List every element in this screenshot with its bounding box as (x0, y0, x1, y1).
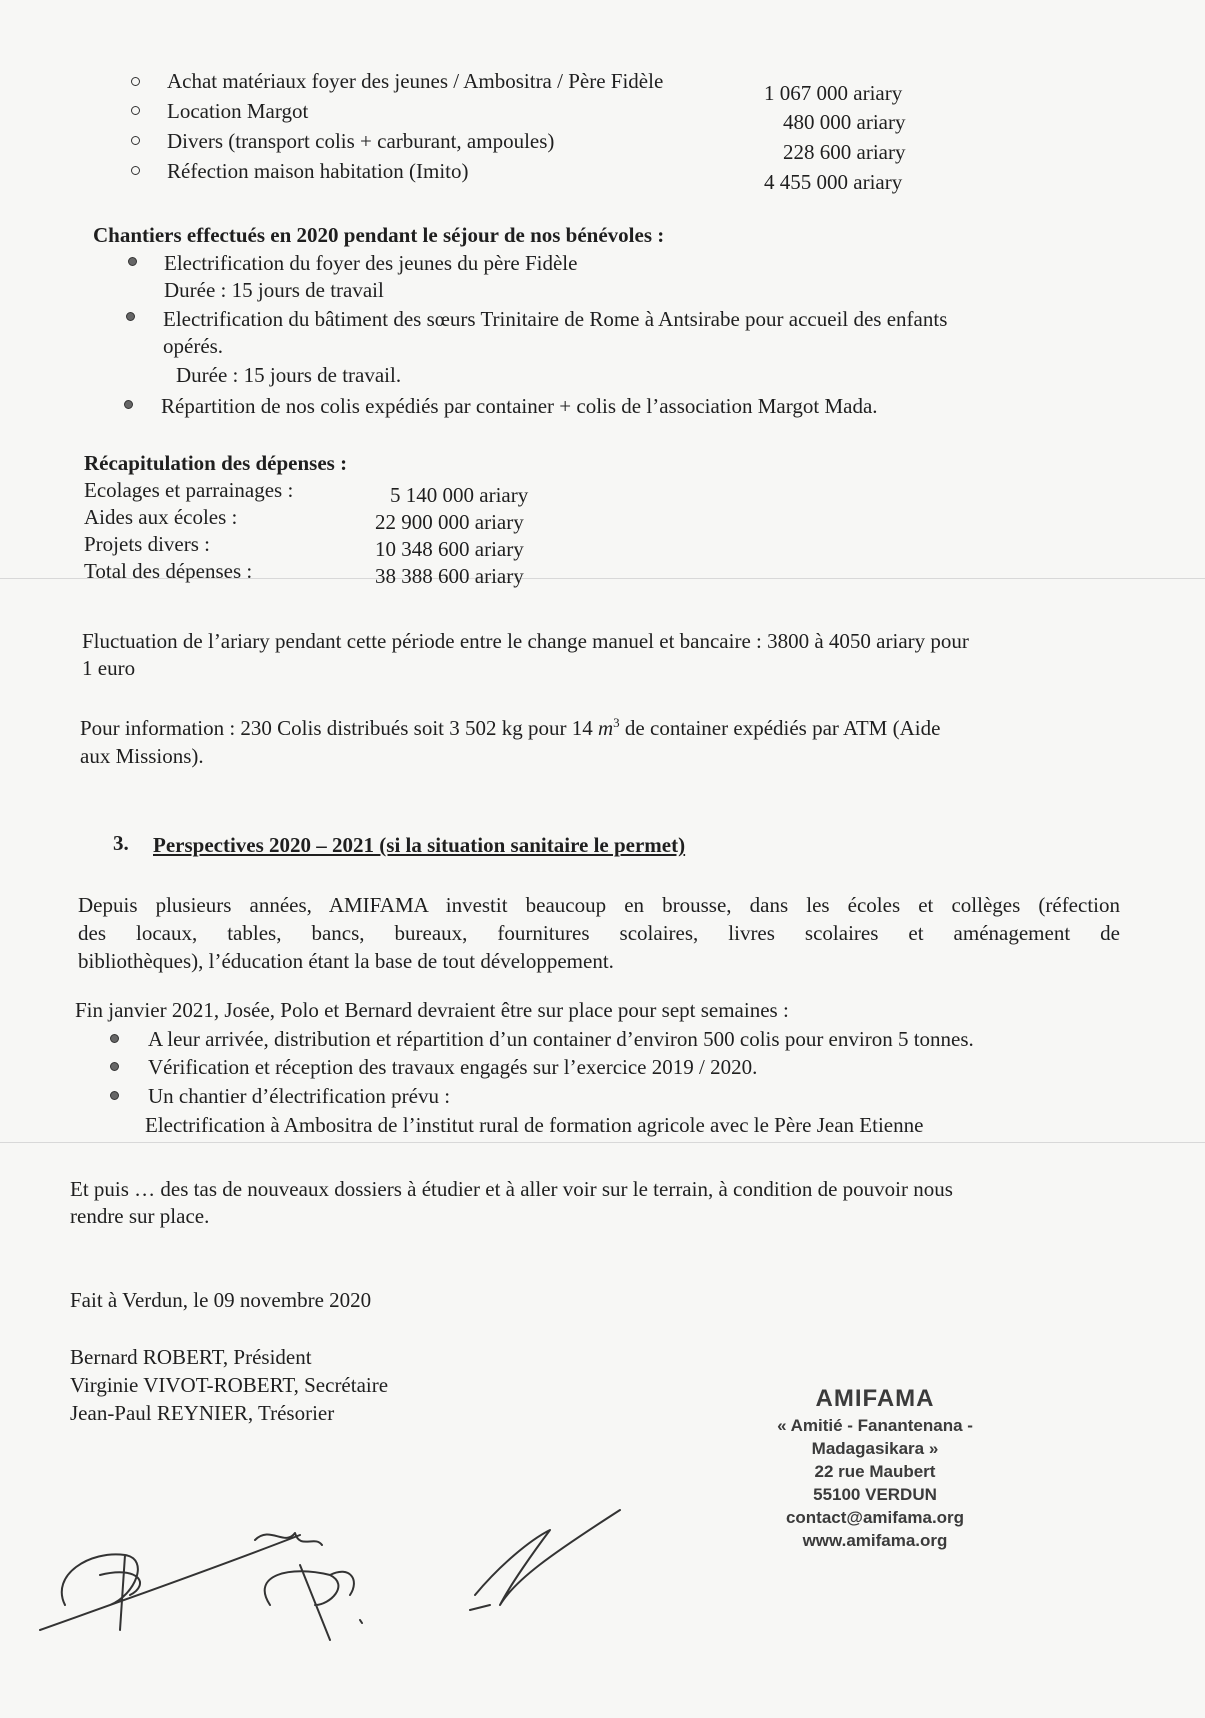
paragraph-line: des locaux, tables, bancs, bureaux, fournitures scolaires, livres scolaires et aménagement de (78, 921, 1120, 945)
bullet-icon (110, 1034, 119, 1043)
plan-item-detail: Electrification à Ambositra de l’institut rural de formation agricole avec le Père Jean Etienne (145, 1113, 924, 1137)
expense-label: Divers (transport colis + carburant, ampoules) (167, 129, 555, 153)
fluctuation-line: 1 euro (82, 656, 136, 680)
information-line: aux Missions). (80, 744, 204, 768)
stamp-org-name: AMIFAMA (815, 1385, 935, 1412)
recap-amount: 10 348 600 ariary (375, 537, 524, 561)
recap-label: Aides aux écoles : (84, 505, 238, 529)
signatory: Jean-Paul REYNIER, Trésorier (70, 1401, 335, 1425)
scan-fold-line (0, 1142, 1205, 1143)
information-line: Pour information : 230 Colis distribués soit 3 502 kg pour 14 $m^3$ de container expédiés par ATM (Aide (80, 715, 941, 740)
association-stamp (720, 1384, 1030, 1552)
recap-heading: Récapitulation des dépenses : (84, 451, 348, 475)
chantier-item: Electrification du foyer des jeunes du père Fidèle (164, 251, 578, 275)
chantier-item-cont: opérés. (163, 334, 224, 358)
chantier-duration: Durée : 15 jours de travail (164, 278, 384, 302)
handwritten-signatures (30, 1455, 650, 1665)
fluctuation-line: Fluctuation de l’ariary pendant cette période entre le change manuel et bancaire : 3800 à 4050 ariary pour (82, 629, 969, 653)
stamp-tagline: « Amitié - Fanantenana - Madagasikara » (777, 1416, 973, 1458)
bullet-icon (110, 1091, 119, 1100)
place-date: Fait à Verdun, le 09 novembre 2020 (70, 1288, 372, 1312)
bullet-icon (128, 257, 137, 266)
bullet-icon (131, 166, 140, 175)
stamp-email: contact@amifama.org (785, 1508, 965, 1527)
expense-amount: 1 067 000 ariary (764, 81, 903, 105)
stamp-address: 22 rue Maubert (814, 1462, 936, 1481)
paragraph-line: Depuis plusieurs années, AMIFAMA investit beaucoup en brousse, dans les écoles et collèges (réfection (78, 893, 1120, 917)
bullet-icon (131, 136, 140, 145)
paragraph-line: bibliothèques), l’éducation étant la base de tout développement. (78, 949, 614, 973)
closing-line: Et puis … des tas de nouveaux dossiers à étudier et à aller voir sur le terrain, à condition de pouvoir nous (70, 1177, 953, 1201)
recap-amount: 5 140 000 ariary (390, 483, 529, 507)
chantier-item: Electrification du bâtiment des sœurs Trinitaire de Rome à Antsirabe pour accueil des enfants (163, 307, 948, 331)
signatory: Virginie VIVOT-ROBERT, Secrétaire (70, 1373, 389, 1397)
signature-president (40, 1535, 300, 1630)
expense-label: Location Margot (167, 99, 309, 123)
closing-line: rendre sur place. (70, 1204, 210, 1228)
recap-total-label: Total des dépenses : (84, 559, 253, 583)
plan-intro: Fin janvier 2021, Josée, Polo et Bernard devraient être sur place pour sept semaines : (75, 998, 789, 1022)
section-number: 3. (113, 831, 129, 855)
expense-label: Réfection maison habitation (Imito) (167, 159, 469, 183)
plan-item: A leur arrivée, distribution et répartition d’un container d’environ 500 colis pour environ 5 tonnes. (148, 1027, 974, 1051)
stamp-city: 55100 VERDUN (813, 1485, 937, 1504)
bullet-icon (131, 77, 140, 86)
bullet-icon (110, 1062, 119, 1071)
bullet-icon (124, 400, 133, 409)
recap-label: Ecolages et parrainages : (84, 478, 294, 502)
signature-secretary (255, 1533, 362, 1640)
signatory: Bernard ROBERT, Président (70, 1345, 312, 1369)
perspectives-paragraph (78, 892, 1120, 974)
stamp-website: www.amifama.org (802, 1531, 948, 1550)
signature-treasurer (470, 1510, 620, 1610)
expense-amount: 228 600 ariary (783, 140, 906, 164)
chantier-item: Répartition de nos colis expédiés par container + colis de l’association Margot Mada. (161, 394, 878, 418)
chantier-duration: Durée : 15 jours de travail. (176, 363, 402, 387)
bullet-icon (131, 106, 140, 115)
plan-item: Un chantier d’électrification prévu : (148, 1084, 451, 1108)
recap-label: Projets divers : (84, 532, 210, 556)
section-title: Perspectives 2020 – 2021 (si la situation sanitaire le permet) (153, 833, 686, 857)
expense-amount: 4 455 000 ariary (764, 170, 903, 194)
recap-total-amount: 38 388 600 ariary (375, 564, 524, 588)
expense-amount: 480 000 ariary (783, 110, 906, 134)
plan-item: Vérification et réception des travaux engagés sur l’exercice 2019 / 2020. (148, 1055, 758, 1079)
bullet-icon (126, 312, 135, 321)
expense-label: Achat matériaux foyer des jeunes / Ambositra / Père Fidèle (167, 69, 664, 93)
recap-amount: 22 900 000 ariary (375, 510, 524, 534)
chantiers-heading: Chantiers effectués en 2020 pendant le séjour de nos bénévoles : (93, 223, 665, 247)
